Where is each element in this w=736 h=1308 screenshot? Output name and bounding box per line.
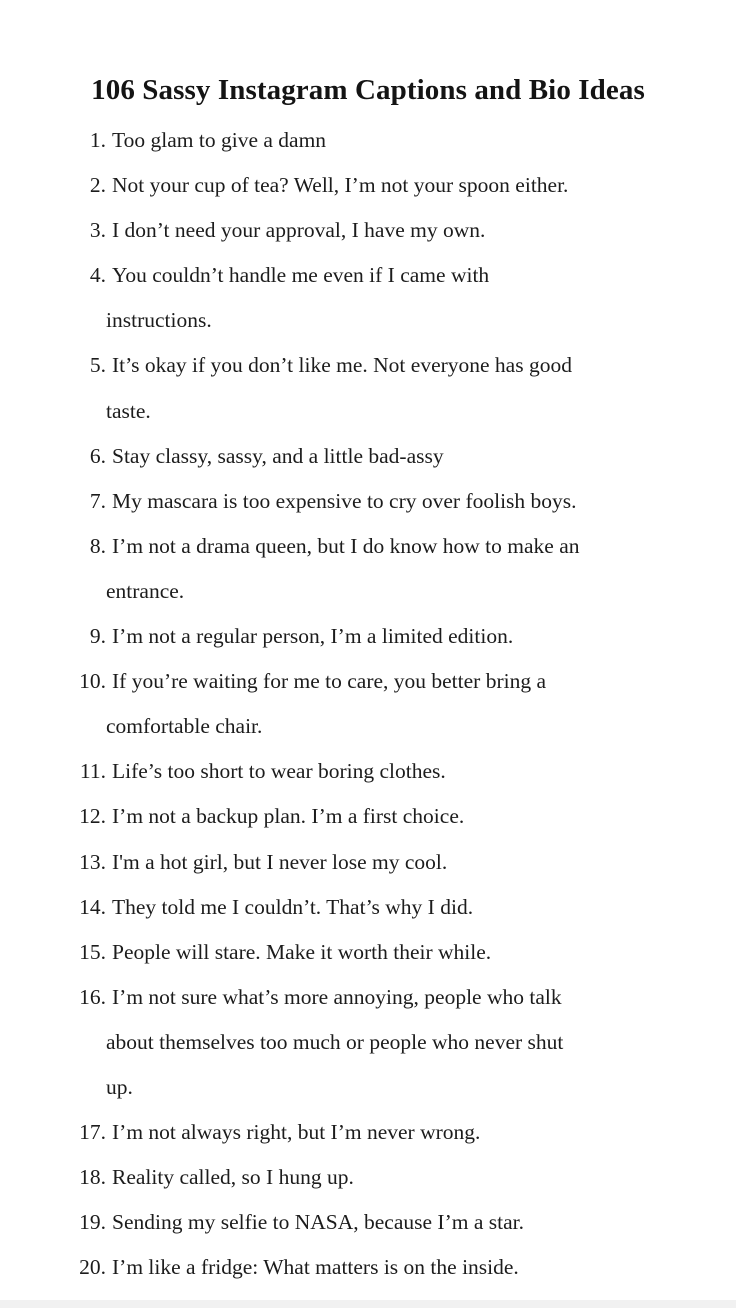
item-text-line: comfortable chair. (106, 714, 263, 739)
item-text-line: Too glam to give a damn (112, 128, 327, 152)
item-text-line: entrance. (106, 578, 185, 603)
item-text (106, 1200, 636, 1245)
item-text (106, 1110, 636, 1155)
item-text-line: They told me I couldn’t. That’s why I did. (112, 894, 474, 919)
page-title: 106 Sassy Instagram Captions and Bio Ideas (91, 74, 645, 106)
caption-list (0, 118, 736, 1290)
item-text (106, 794, 636, 839)
item-number: 4. (89, 263, 106, 288)
list-item (0, 975, 736, 1110)
list-item (0, 614, 736, 659)
item-text (106, 163, 636, 208)
item-text-line: about themselves too much or people who never shut (106, 1029, 564, 1054)
item-text-line: Stay classy, sassy, and a little bad-assy (112, 443, 444, 468)
item-text (106, 930, 636, 975)
page-bottom-edge (0, 1300, 736, 1308)
list-item (0, 885, 736, 930)
item-text-line: If you’re waiting for me to care, you better bring a (112, 669, 547, 694)
item-text (106, 524, 636, 614)
item-number: 11. (79, 759, 106, 784)
list-item (0, 434, 736, 479)
list-item (0, 118, 736, 163)
item-text-line: Not your cup of tea? Well, I’m not your spoon either. (112, 173, 569, 198)
item-text-line: You couldn’t handle me even if I came with (112, 263, 490, 288)
list-item (0, 930, 736, 975)
list-item (0, 794, 736, 839)
item-text-line: I’m not a backup plan. I’m a first choice. (112, 804, 465, 829)
item-number: 9. (89, 624, 106, 649)
item-text (106, 343, 636, 433)
item-text-line: I don’t need your approval, I have my own. (112, 218, 486, 243)
item-text-line: I’m like a fridge: What matters is on the inside. (112, 1255, 519, 1280)
item-number: 19. (79, 1210, 106, 1235)
item-text-line: taste. (106, 398, 151, 423)
item-text-line: It’s okay if you don’t like me. Not everyone has good (112, 353, 572, 378)
list-item (0, 163, 736, 208)
list-item (0, 208, 736, 253)
list-item (0, 840, 736, 885)
item-number: 8. (89, 533, 106, 558)
item-number: 1. (89, 128, 106, 152)
item-number: 10. (79, 669, 106, 694)
item-number: 20. (79, 1255, 106, 1280)
item-number: 13. (79, 849, 106, 874)
item-number: 3. (89, 218, 106, 243)
item-text-line: People will stare. Make it worth their while. (112, 939, 492, 964)
item-text-line: instructions. (106, 308, 212, 333)
item-text (106, 885, 636, 930)
item-text-line: Sending my selfie to NASA, because I’m a star. (112, 1210, 524, 1235)
list-item (0, 1155, 736, 1200)
item-text (106, 840, 636, 885)
item-text-line: Reality called, so I hung up. (112, 1165, 354, 1190)
list-item (0, 479, 736, 524)
item-text (106, 208, 636, 253)
list-item (0, 524, 736, 614)
list-item (0, 253, 736, 343)
item-text-line: I'm a hot girl, but I never lose my cool. (112, 849, 448, 874)
item-text (106, 1155, 636, 1200)
item-text-line: I’m not always right, but I’m never wrong. (112, 1120, 481, 1145)
item-text (106, 749, 636, 794)
item-text (106, 614, 636, 659)
item-text (106, 118, 636, 163)
item-text-line: up. (106, 1074, 133, 1099)
item-number: 2. (89, 173, 106, 198)
list-item (0, 1245, 736, 1290)
item-number: 15. (79, 939, 106, 964)
item-number: 17. (79, 1120, 106, 1145)
item-number: 5. (89, 353, 106, 378)
item-text (106, 434, 636, 479)
item-text-line: Life’s too short to wear boring clothes. (112, 759, 446, 784)
item-number: 7. (89, 488, 106, 513)
list-item (0, 1110, 736, 1155)
list-item (0, 749, 736, 794)
item-text (106, 1245, 636, 1290)
item-text (106, 975, 636, 1110)
item-number: 18. (79, 1165, 106, 1190)
item-text (106, 659, 636, 749)
list-item (0, 1200, 736, 1245)
item-text-line: I’m not sure what’s more annoying, people who talk (112, 984, 562, 1009)
item-number: 6. (89, 443, 106, 468)
item-text (106, 253, 636, 343)
item-text-line: I’m not a regular person, I’m a limited edition. (112, 624, 514, 649)
list-item (0, 659, 736, 749)
item-number: 14. (79, 894, 106, 919)
list-item (0, 343, 736, 433)
item-number: 16. (79, 984, 106, 1009)
item-text-line: My mascara is too expensive to cry over foolish boys. (112, 488, 577, 513)
item-text-line: I’m not a drama queen, but I do know how to make an (112, 533, 580, 558)
item-text (106, 479, 636, 524)
item-number: 12. (79, 804, 106, 829)
